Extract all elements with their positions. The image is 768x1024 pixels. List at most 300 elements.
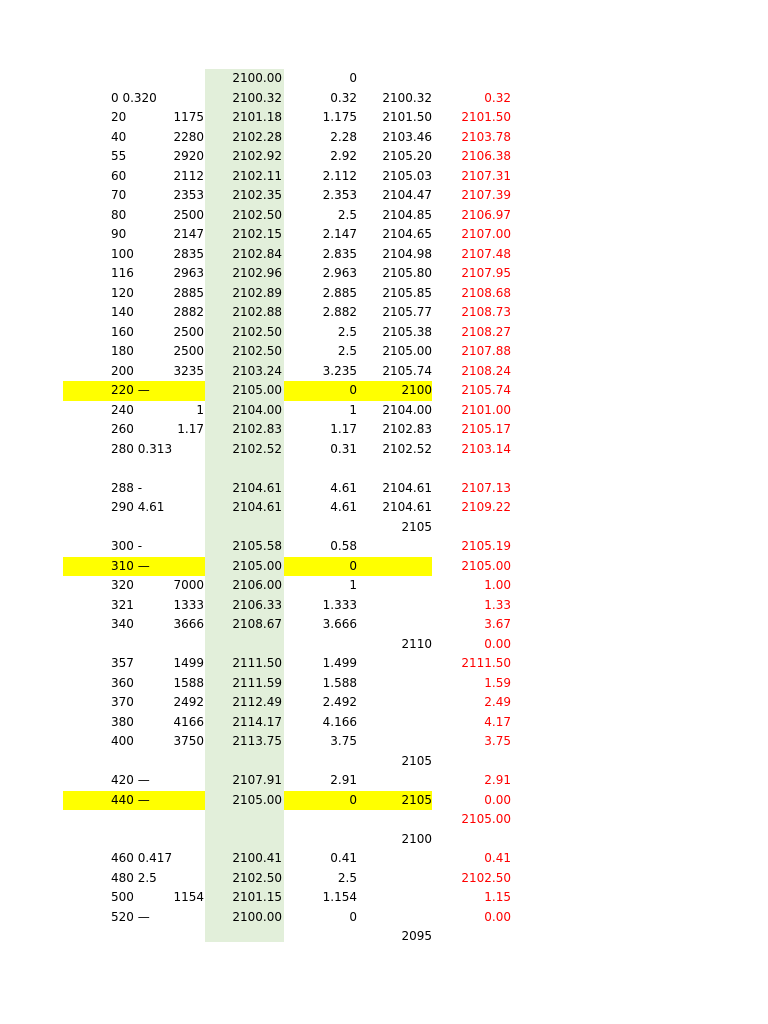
cell-c5: 2105 bbox=[401, 753, 432, 768]
cell-c2 bbox=[150, 810, 204, 830]
cell-c5 bbox=[360, 537, 432, 557]
cell-c6 bbox=[432, 518, 511, 538]
cell-c1: 321 bbox=[111, 597, 134, 612]
cell-c3: 2102.52 bbox=[232, 441, 282, 456]
cell-c6: 2107.88 bbox=[461, 344, 511, 358]
cell-c4: 2.92 bbox=[330, 149, 357, 163]
table-row bbox=[0, 791, 768, 811]
cell-c5 bbox=[360, 713, 432, 733]
cell-c2: 2492 bbox=[173, 695, 204, 709]
cell-c2: 3235 bbox=[173, 363, 204, 378]
cell-c5 bbox=[360, 459, 432, 479]
cell-c1: 520 — bbox=[111, 909, 150, 924]
table-row bbox=[0, 147, 768, 167]
cell-c5: 2104.61 bbox=[382, 480, 432, 495]
cell-c6: 1.59 bbox=[484, 675, 511, 690]
cell-c4: 1.333 bbox=[322, 597, 357, 612]
cell-c1: 440 — bbox=[111, 792, 150, 807]
cell-c4: 0.32 bbox=[330, 90, 357, 105]
cell-c5 bbox=[360, 576, 432, 596]
cell-c1: 357 bbox=[111, 656, 134, 670]
cell-c2: 2963 bbox=[173, 266, 204, 280]
cell-c3: 2102.50 bbox=[232, 870, 282, 885]
cell-c4: 0 bbox=[349, 71, 357, 85]
cell-c1: 180 bbox=[111, 344, 134, 358]
cell-c1: 120 bbox=[111, 285, 134, 300]
table-row bbox=[0, 303, 768, 323]
cell-c1: 55 bbox=[111, 149, 127, 163]
cell-c3: 2102.96 bbox=[232, 266, 282, 280]
cell-c5 bbox=[360, 596, 432, 616]
cell-c6: 2107.95 bbox=[461, 266, 511, 280]
table-row bbox=[0, 206, 768, 226]
cell-c5 bbox=[360, 908, 432, 928]
cell-c6: 2.49 bbox=[484, 695, 511, 709]
cell-c5: 2105.38 bbox=[382, 324, 432, 339]
cell-c1: 380 bbox=[111, 714, 134, 729]
table-row bbox=[0, 401, 768, 421]
cell-c1: 70 bbox=[111, 188, 127, 202]
cell-c1: 360 bbox=[111, 675, 134, 690]
cell-c5: 2105.77 bbox=[382, 305, 432, 319]
table-row bbox=[0, 576, 768, 596]
cell-c6 bbox=[432, 69, 511, 89]
cell-c4 bbox=[284, 518, 357, 538]
cell-c3 bbox=[205, 752, 282, 772]
cell-c5: 2104.61 bbox=[382, 500, 432, 514]
cell-c3: 2104.61 bbox=[232, 500, 282, 514]
cell-c5 bbox=[360, 732, 432, 752]
cell-c5: 2105.20 bbox=[382, 149, 432, 163]
cell-c2: 2112 bbox=[173, 168, 204, 183]
cell-c3: 2100.41 bbox=[232, 851, 282, 865]
cell-c4: 2.5 bbox=[337, 207, 357, 222]
cell-c2: 2500 bbox=[173, 207, 204, 222]
cell-c5: 2104.85 bbox=[382, 207, 432, 222]
table-row bbox=[0, 908, 768, 928]
cell-c2 bbox=[150, 869, 204, 889]
cell-c3: 2113.75 bbox=[232, 734, 282, 748]
cell-c1: 420 — bbox=[111, 773, 150, 787]
cell-c2 bbox=[150, 498, 204, 518]
cell-c3: 2102.11 bbox=[232, 168, 282, 183]
cell-c2: 1.17 bbox=[177, 422, 204, 436]
cell-c1: 160 bbox=[111, 324, 134, 339]
table-row bbox=[0, 69, 768, 89]
cell-c4: 0 bbox=[349, 383, 357, 397]
cell-c6: 2108.24 bbox=[461, 363, 511, 378]
cell-c2 bbox=[150, 830, 204, 850]
cell-c6 bbox=[432, 830, 511, 850]
cell-c2: 1175 bbox=[173, 110, 204, 124]
cell-c2: 1154 bbox=[173, 890, 204, 904]
table-row bbox=[0, 596, 768, 616]
table-row bbox=[0, 186, 768, 206]
cell-c3: 2104.61 bbox=[232, 480, 282, 495]
cell-c5: 2110 bbox=[401, 636, 432, 651]
cell-c3 bbox=[205, 927, 282, 947]
cell-c1: 220 — bbox=[111, 383, 150, 397]
cell-c3: 2101.18 bbox=[232, 110, 282, 124]
cell-c6: 2108.68 bbox=[461, 285, 511, 300]
cell-c1: 480 2.5 bbox=[111, 870, 157, 885]
table-row bbox=[0, 167, 768, 187]
cell-c3: 2102.50 bbox=[232, 207, 282, 222]
cell-c5: 2102.83 bbox=[382, 422, 432, 436]
cell-c4 bbox=[284, 830, 357, 850]
cell-c4: 4.61 bbox=[330, 480, 357, 495]
cell-c6: 0.00 bbox=[484, 792, 511, 807]
cell-c4: 0.31 bbox=[330, 441, 357, 456]
table-row bbox=[0, 362, 768, 382]
cell-c6: 2105.00 bbox=[461, 558, 511, 573]
table-row bbox=[0, 108, 768, 128]
cell-c4: 2.835 bbox=[322, 246, 357, 261]
cell-c6: 2111.50 bbox=[461, 656, 511, 670]
cell-c6: 2107.39 bbox=[461, 188, 511, 202]
cell-c5 bbox=[360, 654, 432, 674]
table-row bbox=[0, 635, 768, 655]
cell-c3 bbox=[205, 830, 282, 850]
cell-c1: 40 bbox=[111, 129, 127, 144]
cell-c4: 4.61 bbox=[330, 500, 357, 514]
cell-c6: 2108.73 bbox=[461, 305, 511, 319]
table-row bbox=[0, 830, 768, 850]
cell-c3: 2105.00 bbox=[232, 792, 282, 807]
table-row bbox=[0, 752, 768, 772]
cell-c1: 90 bbox=[111, 227, 127, 241]
table-row bbox=[0, 654, 768, 674]
cell-c5 bbox=[360, 69, 432, 89]
cell-c1: 500 bbox=[111, 890, 134, 904]
cell-c2 bbox=[150, 479, 204, 499]
cell-c2 bbox=[150, 537, 204, 557]
cell-c4: 2.91 bbox=[330, 773, 357, 787]
cell-c4: 1.175 bbox=[322, 110, 357, 124]
cell-c2: 2280 bbox=[173, 129, 204, 144]
cell-c2: 1588 bbox=[173, 675, 204, 690]
table-row bbox=[0, 323, 768, 343]
cell-c5: 2104.98 bbox=[382, 246, 432, 261]
cell-c1: 80 bbox=[111, 207, 127, 222]
cell-c4: 2.353 bbox=[322, 188, 357, 202]
cell-c4: 3.235 bbox=[322, 363, 357, 378]
cell-c5: 2105 bbox=[401, 792, 432, 807]
cell-c3: 2102.50 bbox=[232, 344, 282, 358]
cell-c5: 2104.47 bbox=[382, 188, 432, 202]
cell-c5: 2101.50 bbox=[382, 110, 432, 124]
cell-c5: 2104.65 bbox=[382, 227, 432, 241]
cell-c6: 2107.31 bbox=[461, 168, 511, 183]
table-row bbox=[0, 615, 768, 635]
cell-c3: 2102.15 bbox=[232, 227, 282, 241]
cell-c2: 2920 bbox=[173, 149, 204, 163]
cell-c6: 2103.78 bbox=[461, 129, 511, 144]
cell-c2: 3666 bbox=[173, 617, 204, 631]
cell-c3: 2101.15 bbox=[232, 890, 282, 904]
cell-c4: 0 bbox=[349, 792, 357, 807]
cell-c5 bbox=[360, 557, 432, 577]
table-row bbox=[0, 771, 768, 791]
cell-c2: 7000 bbox=[173, 578, 204, 592]
cell-c6 bbox=[432, 927, 511, 947]
cell-c4: 0.41 bbox=[330, 851, 357, 865]
cell-c5: 2105.03 bbox=[382, 168, 432, 183]
cell-c3: 2105.00 bbox=[232, 383, 282, 397]
cell-c4 bbox=[284, 635, 357, 655]
cell-c4: 4.166 bbox=[322, 714, 357, 729]
cell-c4: 2.28 bbox=[330, 129, 357, 144]
cell-c4: 1.588 bbox=[322, 675, 357, 690]
cell-c6: 2103.14 bbox=[461, 441, 511, 456]
cell-c6: 2108.27 bbox=[461, 324, 511, 339]
cell-c3: 2107.91 bbox=[232, 773, 282, 787]
cell-c3 bbox=[205, 635, 282, 655]
cell-c1: 0 0.320 bbox=[111, 90, 157, 105]
cell-c3: 2100.00 bbox=[232, 71, 282, 85]
cell-c4: 3.75 bbox=[330, 734, 357, 748]
cell-c2 bbox=[150, 752, 204, 772]
cell-c6 bbox=[432, 752, 511, 772]
cell-c6: 2105.00 bbox=[461, 812, 511, 826]
cell-c6: 1.33 bbox=[484, 597, 511, 612]
cell-c4: 1.17 bbox=[330, 422, 357, 436]
cell-c6: 2107.13 bbox=[461, 480, 511, 495]
table-row bbox=[0, 693, 768, 713]
cell-c6: 4.17 bbox=[484, 714, 511, 729]
cell-c1: 200 bbox=[111, 363, 134, 378]
cell-c3: 2108.67 bbox=[232, 617, 282, 631]
cell-c6: 2109.22 bbox=[461, 500, 511, 514]
cell-c1: 320 bbox=[111, 578, 134, 592]
cell-c1: 400 bbox=[111, 734, 134, 748]
table-row bbox=[0, 440, 768, 460]
cell-c6: 2105.19 bbox=[461, 539, 511, 553]
cell-c5: 2105.85 bbox=[382, 285, 432, 300]
cell-c5: 2105.80 bbox=[382, 266, 432, 280]
cell-c6: 2107.48 bbox=[461, 246, 511, 261]
cell-c6: 3.75 bbox=[484, 734, 511, 748]
cell-c4: 2.5 bbox=[337, 324, 357, 339]
table-row bbox=[0, 537, 768, 557]
cell-c6: 2105.74 bbox=[461, 383, 511, 397]
cell-c4: 1 bbox=[349, 578, 357, 592]
table-row bbox=[0, 459, 768, 479]
cell-c6: 2101.00 bbox=[461, 402, 511, 417]
cell-c3 bbox=[205, 810, 282, 830]
table-row bbox=[0, 342, 768, 362]
cell-c3: 2102.84 bbox=[232, 246, 282, 261]
cell-c6 bbox=[432, 459, 511, 479]
cell-c6: 0.00 bbox=[484, 636, 511, 651]
cell-c3: 2102.28 bbox=[232, 129, 282, 144]
cell-c2 bbox=[150, 459, 204, 479]
cell-c4 bbox=[284, 927, 357, 947]
cell-c3: 2104.00 bbox=[232, 402, 282, 417]
cell-c2 bbox=[150, 381, 204, 401]
cell-c4: 1 bbox=[349, 402, 357, 417]
cell-c5 bbox=[360, 888, 432, 908]
cell-c2: 3750 bbox=[173, 734, 204, 748]
cell-c3: 2100.00 bbox=[232, 909, 282, 924]
cell-c3 bbox=[205, 518, 282, 538]
cell-c5: 2105 bbox=[401, 519, 432, 534]
cell-c6: 3.67 bbox=[484, 617, 511, 631]
cell-c4: 2.147 bbox=[322, 227, 357, 241]
cell-c6: 0.41 bbox=[484, 851, 511, 865]
cell-c2 bbox=[150, 635, 204, 655]
cell-c3: 2102.50 bbox=[232, 324, 282, 339]
cell-c3: 2114.17 bbox=[232, 714, 282, 729]
cell-c4: 2.882 bbox=[322, 305, 357, 319]
cell-c1: 100 bbox=[111, 246, 134, 261]
cell-c3: 2105.58 bbox=[232, 539, 282, 553]
cell-c2 bbox=[150, 89, 204, 109]
cell-c2: 2882 bbox=[173, 305, 204, 319]
table-row bbox=[0, 849, 768, 869]
cell-c6: 2106.97 bbox=[461, 207, 511, 222]
cell-c1: 260 bbox=[111, 422, 134, 436]
cell-c3 bbox=[205, 459, 282, 479]
cell-c2 bbox=[150, 908, 204, 928]
table-row bbox=[0, 498, 768, 518]
cell-c5 bbox=[360, 674, 432, 694]
cell-c2 bbox=[150, 771, 204, 791]
cell-c6: 2107.00 bbox=[461, 227, 511, 241]
table-row bbox=[0, 888, 768, 908]
cell-c4: 0 bbox=[349, 909, 357, 924]
table-row bbox=[0, 284, 768, 304]
cell-c4: 3.666 bbox=[322, 617, 357, 631]
cell-c5 bbox=[360, 810, 432, 830]
cell-c5 bbox=[360, 849, 432, 869]
table-row bbox=[0, 225, 768, 245]
cell-c2: 2353 bbox=[173, 188, 204, 202]
cell-c5: 2095 bbox=[401, 929, 432, 943]
table-row bbox=[0, 128, 768, 148]
cell-c4 bbox=[284, 459, 357, 479]
cell-c3: 2111.50 bbox=[232, 656, 282, 670]
cell-c4 bbox=[284, 810, 357, 830]
cell-c1: 280 0.313 bbox=[111, 441, 173, 456]
cell-c5: 2105.74 bbox=[382, 363, 432, 378]
cell-c5: 2103.46 bbox=[382, 129, 432, 144]
cell-c3: 2106.33 bbox=[232, 597, 282, 612]
cell-c1: 140 bbox=[111, 305, 134, 319]
cell-c2 bbox=[150, 849, 204, 869]
table-row bbox=[0, 732, 768, 752]
cell-c6: 2105.17 bbox=[461, 422, 511, 436]
cell-c1: 116 bbox=[111, 266, 134, 280]
table-row bbox=[0, 264, 768, 284]
cell-c3: 2111.59 bbox=[232, 675, 282, 690]
cell-c1: 370 bbox=[111, 695, 134, 709]
table-row bbox=[0, 420, 768, 440]
cell-c3: 2102.35 bbox=[232, 188, 282, 202]
cell-c1: 340 bbox=[111, 617, 134, 631]
table-row bbox=[0, 518, 768, 538]
cell-c2 bbox=[150, 791, 204, 811]
cell-c1: 60 bbox=[111, 168, 127, 183]
cell-c4: 2.492 bbox=[322, 695, 357, 709]
cell-c4: 2.963 bbox=[322, 266, 357, 280]
cell-c3: 2103.24 bbox=[232, 363, 282, 378]
table-row bbox=[0, 479, 768, 499]
cell-c2: 4166 bbox=[173, 714, 204, 729]
cell-c5 bbox=[360, 615, 432, 635]
cell-c2 bbox=[150, 557, 204, 577]
cell-c4: 2.5 bbox=[337, 870, 357, 885]
cell-c1: 288 - bbox=[111, 480, 143, 495]
cell-c5: 2105.00 bbox=[382, 344, 432, 358]
cell-c3: 2102.83 bbox=[232, 422, 282, 436]
cell-c2: 1 bbox=[196, 402, 204, 417]
cell-c2: 1499 bbox=[173, 656, 204, 670]
table-row bbox=[0, 810, 768, 830]
cell-c1: 20 bbox=[111, 110, 127, 124]
cell-c2: 2147 bbox=[173, 227, 204, 241]
cell-c4: 2.885 bbox=[322, 285, 357, 300]
table-row bbox=[0, 869, 768, 889]
cell-c5 bbox=[360, 869, 432, 889]
cell-c6: 0.32 bbox=[484, 90, 511, 105]
cell-c4: 2.5 bbox=[337, 344, 357, 358]
cell-c5: 2102.52 bbox=[382, 441, 432, 456]
cell-c5: 2104.00 bbox=[382, 402, 432, 417]
cell-c4 bbox=[284, 752, 357, 772]
cell-c4: 1.154 bbox=[322, 890, 357, 904]
table-row bbox=[0, 89, 768, 109]
cell-c1: 240 bbox=[111, 402, 134, 417]
cell-c6: 1.15 bbox=[484, 890, 511, 904]
cell-c6: 2102.50 bbox=[461, 870, 511, 885]
cell-c3: 2100.32 bbox=[232, 90, 282, 105]
table-row bbox=[0, 557, 768, 577]
table-row bbox=[0, 713, 768, 733]
table-row bbox=[0, 381, 768, 401]
cell-c2: 2835 bbox=[173, 246, 204, 261]
cell-c6: 1.00 bbox=[484, 578, 511, 592]
cell-c4: 0.58 bbox=[330, 539, 357, 553]
cell-c5 bbox=[360, 771, 432, 791]
cell-c6: 2106.38 bbox=[461, 149, 511, 163]
cell-c3: 2106.00 bbox=[232, 578, 282, 592]
cell-c2: 1333 bbox=[173, 597, 204, 612]
cell-c5: 2100 bbox=[401, 383, 432, 397]
cell-c2 bbox=[150, 440, 204, 460]
cell-c1: 290 4.61 bbox=[111, 500, 165, 514]
table-row bbox=[0, 245, 768, 265]
table-row bbox=[0, 674, 768, 694]
cell-c3: 2105.00 bbox=[232, 558, 282, 573]
cell-c3: 2102.88 bbox=[232, 305, 282, 319]
cell-c1: 310 — bbox=[111, 558, 150, 573]
cell-c5: 2100.32 bbox=[382, 90, 432, 105]
cell-c5 bbox=[360, 693, 432, 713]
cell-c2 bbox=[150, 518, 204, 538]
cell-c2 bbox=[150, 69, 204, 89]
cell-c1: 460 0.417 bbox=[111, 851, 173, 865]
cell-c1: 300 - bbox=[111, 539, 143, 553]
cell-c4: 2.112 bbox=[322, 168, 357, 183]
cell-c2: 2885 bbox=[173, 285, 204, 300]
cell-c6: 2101.50 bbox=[461, 110, 511, 124]
cell-c3: 2102.89 bbox=[232, 285, 282, 300]
cell-c6: 2.91 bbox=[484, 773, 511, 787]
cell-c3: 2112.49 bbox=[232, 695, 282, 709]
table-row bbox=[0, 927, 768, 947]
cell-c6: 0.00 bbox=[484, 909, 511, 924]
